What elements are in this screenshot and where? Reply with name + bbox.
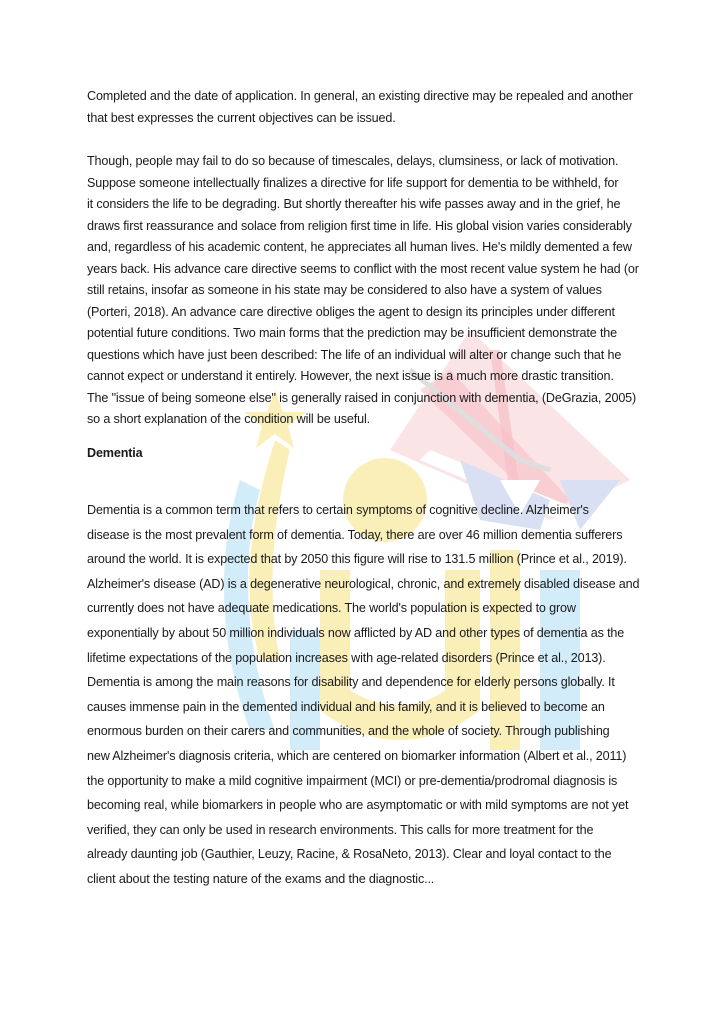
text-line: currently does not have adequate medications. The world's population is expected to grow <box>87 601 576 616</box>
text-line: and, regardless of his academic content, he appreciates all human lives. He's mildly demented a few <box>87 240 632 254</box>
text-line: the opportunity to make a mild cognitive impairment (MCI) or pre-dementia/prodromal diagnosis is <box>87 773 618 788</box>
text-line: The "issue of being someone else" is generally raised in conjunction with dementia, (DeGrazia, 2005) <box>87 390 637 405</box>
text-line: around the world. It is expected that by 2050 this figure will rise to 131.5 million (Prince et al., 2019). <box>87 552 627 567</box>
text-line: Though, people may fail to do so because of timescales, delays, clumsiness, or lack of motivation. <box>87 154 619 168</box>
text-line: new Alzheimer's diagnosis criteria, which are centered on biomarker information (Albert et al., 2011) <box>87 749 627 763</box>
text-line: potential future conditions. Two main forms that the prediction may be insufficient demonstrate the <box>87 326 618 340</box>
text-line: becoming real, while biomarkers in people who are asymptomatic or with mild symptoms are not yet <box>87 798 629 813</box>
text-line: cannot expect or understand it entirely. However, the next issue is a much more drastic transition. <box>87 369 614 383</box>
text-line: client about the testing nature of the exams and the diagnostic... <box>87 872 435 886</box>
text-line: Dementia is a common term that refers to certain symptoms of cognitive decline. Alzheimer's <box>87 503 589 517</box>
text-line: causes immense pain in the demented individual and his family, and it is believed to become an <box>87 699 605 714</box>
text-line: it considers the life to be degrading. But shortly thereafter his wife passes away and in the grief, he <box>87 197 621 211</box>
text-line: so a short explanation of the condition will be useful. <box>87 412 370 426</box>
text-line: lifetime expectations of the population increases with age-related disorders (Prince et al., 2013). <box>87 650 606 665</box>
text-line: draws first reassurance and solace from religion first time in life. His global vision varies considerably <box>87 218 632 233</box>
text-line: Completed and the date of application. In general, an existing directive may be repealed and another <box>87 89 633 103</box>
text-line: Alzheimer's disease (AD) is a degenerative neurological, chronic, and extremely disabled disease and <box>87 576 640 591</box>
heading-text: Dementia <box>87 446 143 460</box>
text-line: still retains, insofar as someone in his state may be considered to also have a system of values <box>87 283 602 297</box>
text-line: disease is the most prevalent form of dementia. Today, there are over 46 million dementia sufferers <box>87 527 623 542</box>
text-line: Suppose someone intellectually finalizes a directive for life support for dementia to be withheld, for <box>87 175 619 190</box>
text-line: questions which have just been described: The life of an individual will alter or change such that he <box>87 347 622 362</box>
text-line: (Porteri, 2018). An advance care directive obliges the agent to design its principles under different <box>87 304 615 319</box>
text-line: exponentially by about 50 million individuals now afflicted by AD and other types of dementia as the <box>87 626 625 640</box>
text-line: verified, they can only be used in research environments. This calls for more treatment for the <box>87 822 594 837</box>
text-line: years back. His advance care directive seems to conflict with the most recent value system he had (or <box>87 261 639 276</box>
text-line: Dementia is among the main reasons for disability and dependence for elderly persons globally. It <box>87 675 615 690</box>
text-line: enormous burden on their carers and communities, and the whole of society. Through publishing <box>87 724 610 739</box>
text-line: that best expresses the current objectives can be issued. <box>87 111 396 125</box>
text-line: already daunting job (Gauthier, Leuzy, Racine, & RosaNeto, 2013). Clear and loyal contact to the <box>87 847 612 862</box>
